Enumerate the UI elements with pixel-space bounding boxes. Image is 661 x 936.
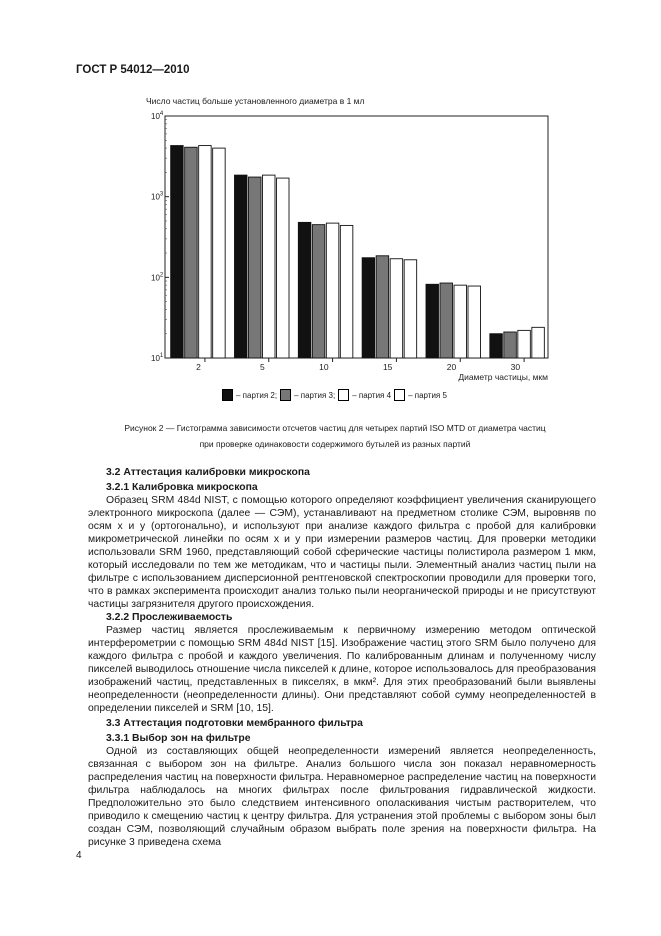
bar (390, 259, 403, 358)
legend-label: – партия 5 (408, 390, 447, 400)
bar-chart (0, 0, 661, 400)
document-header: ГОСТ Р 54012—2010 (76, 64, 190, 76)
legend-item (280, 389, 335, 401)
legend-label: – партия 2; (236, 390, 278, 400)
bar (404, 260, 417, 358)
bar (298, 222, 311, 358)
bar (340, 225, 353, 358)
y-tick-label: $10^2$ (151, 272, 164, 283)
paragraph-3-2-1: Образец SRM 484d NIST, с помощью которого определяют коэффициент увеличения сканирующего электронного микроскопа (далее — СЭМ), устанавливают на предметном столике СЭМ, выровняв по осям x и y (ортогонально), и используют при анализе каждого фильтра с пробой для калибровки микрометрической линейки по осям x и y при измерении размеров частиц. Для проверки методики использовали SRM 1960, представляющий собой сферические частицы полистирола размером 1 мкм, который исследовали по тем же методикам, что и частицы пыли. Элементный анализ частиц пыли на фильтре с использованием дисперсионной рентгеновской спектроскопии проводили для проверки того, что в рамках эксперимента происходит анализ только пыли неорганической природы и не присутствуют частицы загрязнителя другого происхождения. (88, 495, 596, 610)
bar (362, 258, 375, 358)
bar (171, 146, 184, 358)
bar (277, 178, 290, 358)
x-tick-label: 10 (319, 362, 329, 372)
x-axis-label: Диаметр частицы, мкм (458, 372, 548, 382)
bar (263, 175, 276, 358)
x-tick-label: 15 (382, 362, 393, 372)
y-tick-label: $10^3$ (151, 191, 164, 202)
section-heading-3-2-2: 3.2.2 Прослеживаемость (106, 612, 233, 623)
section-heading-3-2: 3.2 Аттестация калибровки микроскопа (106, 467, 310, 478)
paragraph-3-2-2: Размер частиц является прослеживаемым к первичному измерению методом оптической интерферометрии с помощью SRM 484d NIST [15]. Изображение частиц этого SRM было получено для каждого фильтра с пробой и каждого увеличения. По калиброванным длинам и полученному числу пикселей выводилось отношение числа пикселей к длине, которое использовалось для преобразования изображений частиц, представленных в пикселях, в мкм². Для этих преобразований были выявлены неопределенности (неопределенности длины). Они представляют собой сумму неопределенностей в определении пикселей и SRM [10, 15]. (88, 625, 596, 714)
legend-swatch-partiya-2 (222, 389, 233, 401)
legend-label: – партия 3; (294, 390, 336, 400)
caption-line-2: при проверке одинаковости содержимого бутылей из разных партий (199, 439, 471, 449)
bar (185, 147, 198, 358)
y-tick-label: $10^4$ (151, 111, 164, 121)
chart-y-axis-title: Число частиц больше установленного диаметра в 1 мл (146, 96, 365, 106)
document-body (88, 466, 596, 849)
bar (468, 286, 481, 358)
legend-swatch-partiya-4 (338, 389, 349, 401)
page-number: 4 (76, 850, 82, 861)
section-heading-3-2-1: 3.2.1 Калибровка микроскопа (106, 482, 258, 493)
x-tick-label: 2 (196, 362, 201, 372)
section-heading-3-3: 3.3 Аттестация подготовки мембранного фильтра (106, 718, 363, 729)
figure-caption (70, 420, 600, 452)
x-tick-label: 5 (260, 362, 265, 372)
bar (532, 327, 545, 358)
bar (326, 223, 339, 358)
legend-item (394, 389, 447, 401)
section-heading-3-3-1: 3.3.1 Выбор зон на фильтре (106, 733, 251, 744)
x-tick-label: 20 (446, 362, 457, 372)
bar (376, 256, 389, 358)
bar (235, 175, 248, 358)
chart-legend (222, 389, 450, 401)
legend-label: – партия 4 (352, 390, 392, 400)
legend-item (338, 389, 391, 401)
legend-swatch-partiya-5 (394, 389, 405, 401)
bar (312, 225, 325, 358)
bar (504, 332, 517, 358)
bar (440, 283, 453, 358)
y-tick-label: $10^1$ (151, 353, 164, 363)
bar (249, 177, 262, 358)
x-tick-label: 30 (510, 362, 521, 372)
paragraph-3-3-1: Одной из составляющих общей неопределенности измерений является неопределенность, связанная с выбором зон на фильтре. Анализ большого числа зон показал неравномерность распределения частиц на поверхности фильтра. Неравномерное распределение частиц на поверхности фильтра наблюдалось на многих фильтрах после фильтрования гидравлической жидкости. Предположительно это было следствием интенсивного ополаскивания чистым растворителем, что приводило к смещению частиц к центру фильтра. Для устранения этой проблемы с выбором зоны был создан СЭМ, позволяющий случайным образом выбрать поле зрения на поверхности фильтра. На рисунке 3 приведена схема (88, 746, 596, 848)
legend-swatch-partiya-3 (280, 389, 291, 401)
bar (518, 330, 531, 358)
bar (199, 146, 212, 358)
bar (490, 334, 503, 358)
caption-line-1: Рисунок 2 — Гистограмма зависимости отсчетов частиц для четырех партий ISO MTD от диаметра частиц (124, 423, 546, 433)
legend-item (222, 389, 277, 401)
bar (213, 148, 226, 358)
bar (454, 285, 467, 358)
bar (426, 284, 439, 358)
